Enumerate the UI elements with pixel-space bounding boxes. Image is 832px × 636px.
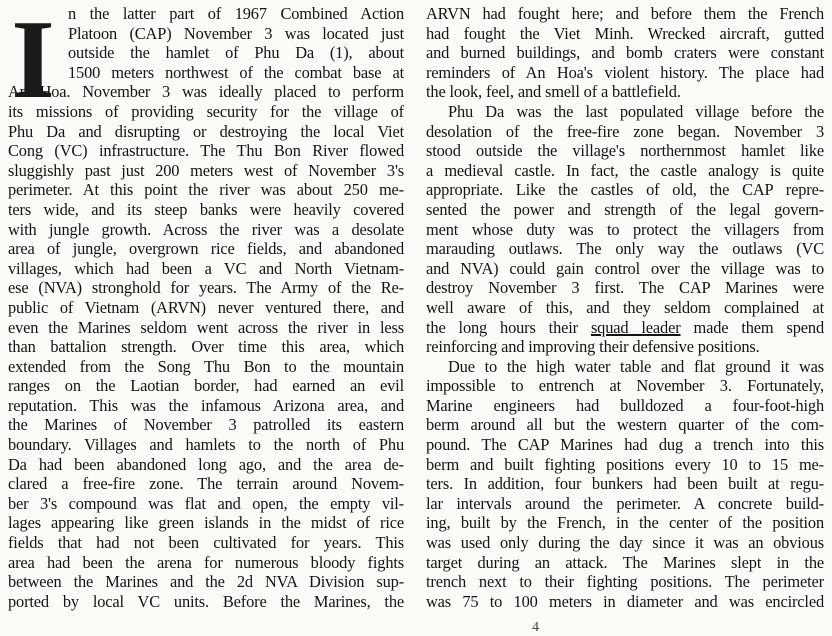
- text-line: ters. In addition, four bunkers had been built at regu-: [426, 474, 824, 494]
- text-line: lages appearing like green islands in the midst of rice: [8, 513, 404, 533]
- text-line: 1500 meters northwest of the combat base at: [68, 62, 404, 82]
- text-line: and burned buildings, and bomb craters were constant: [426, 43, 824, 63]
- text-line: Phu Da and disrupting or destroying the local Viet: [8, 121, 404, 141]
- text-line: its missions of providing security for the village of: [8, 101, 404, 121]
- text-line: boundary. Villages and hamlets to the north of Phu: [8, 435, 404, 455]
- text-line: reminders of An Hoa's violent history. The place had: [426, 62, 824, 82]
- text-line: the look, feel, and smell of a battlefield.: [426, 82, 681, 102]
- text-line: and NVA) could gain control over the village was to: [426, 258, 824, 278]
- text-line: ported by local VC units. Before the Marines, the: [8, 591, 404, 611]
- text-line: An Hoa. November 3 was ideally placed to perform: [8, 82, 404, 102]
- paragraph-phu-da: [426, 102, 824, 318]
- text-line: with jungle growth. Across the river was a desolate: [8, 219, 404, 239]
- text-line: pound. The CAP Marines had dug a trench into this: [426, 435, 824, 455]
- text-line: had fought the Viet Minh. Wrecked aircraft, gutted: [426, 23, 824, 43]
- text-line: ing, built by the French, in the center of the position: [426, 513, 824, 533]
- text-line: destroy November 3 first. The CAP Marines were: [426, 278, 824, 298]
- text-line-with-underline: [426, 318, 824, 338]
- text-line: the Marines of November 3 patrolled its eastern: [8, 415, 404, 435]
- text-line: lar intervals around the perimeter. A concrete build-: [426, 493, 824, 513]
- text-line: public of Vietnam (ARVN) never ventured there, and: [8, 297, 404, 317]
- text-line: Platoon (CAP) November 3 was located just: [68, 23, 404, 43]
- text-line: than battalion strength. Over time this area, which: [8, 337, 404, 357]
- text-line: extended from the Song Thu Bon to the mountain: [8, 356, 404, 376]
- text-line: area of jungle, overgrown rice fields, and abandoned: [8, 239, 404, 259]
- text-line: Cong (VC) infrastructure. The Thu Bon River flowed: [8, 141, 404, 161]
- text-line: marauding outlaws. The only way the outlaws (VC: [426, 239, 824, 259]
- drop-cap: I: [11, 0, 55, 122]
- text-line: outside the hamlet of Phu Da (1), about: [68, 43, 404, 63]
- text-line: reputation. This was the infamous Arizona area, and: [8, 395, 404, 415]
- text-line: n the latter part of 1967 Combined Action: [68, 4, 404, 23]
- text-line: ese (NVA) stronghold for years. The Army of the Re-: [8, 278, 404, 298]
- text-line: reinforcing and improving their defensive positions.: [426, 337, 760, 357]
- dropcap-lines: [68, 4, 404, 82]
- text-line: trench next to their fighting positions. The perimeter: [426, 572, 824, 592]
- text-line: was 75 to 100 meters in diameter and was encircled: [426, 591, 824, 611]
- underlined-phrase: squad leader: [590, 317, 681, 337]
- text-line: berm around all but the western quarter of the com-: [426, 415, 824, 435]
- text-line: ARVN had fought here; and before them the French: [426, 4, 824, 23]
- left-body-text: [8, 82, 404, 611]
- text-line: Marine engineers had bulldozed a four-foot-high: [426, 395, 824, 415]
- text-line: appropriate. Like the castles of old, the CAP repre-: [426, 180, 824, 200]
- text-line: clared a free-fire zone. The terrain around Novem-: [8, 474, 404, 494]
- text-line: area had been the arena for numerous bloody fights: [8, 552, 404, 572]
- left-column: [8, 0, 404, 611]
- drop-cap-box: [8, 0, 58, 122]
- text-line: fields that had not been cultivated for years. This: [8, 533, 404, 553]
- line-text: the long hours their: [426, 317, 591, 337]
- text-line: sluggishly past just 200 meters west of November 3's: [8, 160, 404, 180]
- text-line: perimeter. At this point the river was about 250 me-: [8, 180, 404, 200]
- paragraph-continuation: [426, 4, 824, 102]
- text-line: berm and built fighting positions every 10 to 15 me-: [426, 454, 824, 474]
- paragraph-phu-da-end: [426, 337, 824, 357]
- text-line: target during an attack. The Marines slept in the: [426, 552, 824, 572]
- right-column: [426, 4, 824, 611]
- text-line: ranges on the Laotian border, had earned an evil: [8, 376, 404, 396]
- text-line: Phu Da was the last populated village before the: [448, 101, 824, 121]
- text-line: Da had been abandoned long ago, and the area de-: [8, 454, 404, 474]
- text-line: ber 3's compound was flat and open, the empty vil-: [8, 493, 404, 513]
- text-line: villages, which had been a VC and North Vietnam-: [8, 258, 404, 278]
- text-line: sented the power and strength of the legal govern-: [426, 199, 824, 219]
- text-line: Due to the high water table and flat ground it was: [448, 356, 824, 376]
- text-line: was used only during the day since it was an obvious: [426, 533, 824, 553]
- text-line: ment whose duty was to protect the villagers from: [426, 219, 824, 239]
- paragraph-water-table: [426, 357, 824, 612]
- text-line: desolation of the free-fire zone began. November 3: [426, 121, 824, 141]
- text-line: impossible to entrench at November 3. Fortunately,: [426, 376, 824, 396]
- text-line: between the Marines and the 2d NVA Division sup-: [8, 572, 404, 592]
- text-line: stood outside the village's northernmost hamlet like: [426, 141, 824, 161]
- page-number: 4: [532, 620, 539, 635]
- text-line: a medieval castle. In fact, the castle analogy is quite: [426, 160, 824, 180]
- text-line: even the Marines seldom went across the river in less: [8, 317, 404, 337]
- text-line: ters wide, and its steep banks were heavily covered: [8, 199, 404, 219]
- text-line: well aware of this, and they seldom complained at: [426, 297, 824, 317]
- line-text: made them spend: [680, 317, 824, 337]
